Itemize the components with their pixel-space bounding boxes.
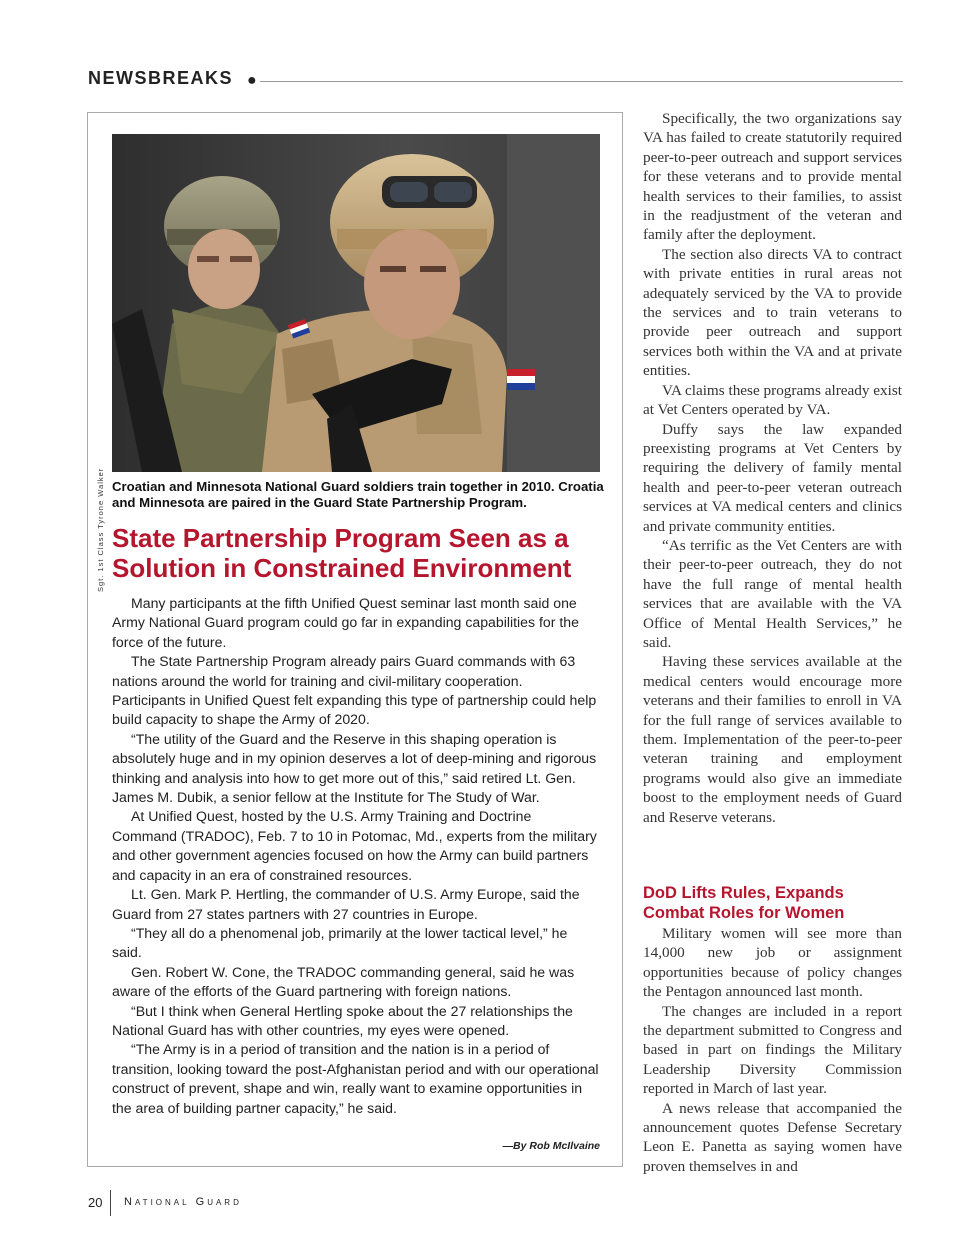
footer-divider (110, 1190, 111, 1216)
section-rule (260, 81, 903, 82)
article-paragraph: At Unified Quest, hosted by the U.S. Army Training and Doctrine Command (TRADOC), Feb. 7 to 10 in Potomac, Md., experts from the military and other government agencies focused on how the Army can build partners and capacity in an era of constrained resources. (112, 808, 597, 883)
soldiers-photo (112, 134, 600, 472)
article-paragraph: “They all do a phenomenal job, primarily at the lower tactical level,” he said. (112, 924, 568, 961)
article-paragraph: “But I think when General Hertling spoke about the 27 relationships the National Guard has with other countries, my eyes were opened. (112, 1002, 573, 1038)
column-paragraph: VA claims these programs already exist at Vet Centers operated by VA. (643, 381, 902, 419)
second-article-body (643, 924, 902, 1176)
column-paragraph: Having these services available at the medical centers would encourage more veterans and their families to enroll in VA for the full range of services available to them. Implementation of the peer-to-peer veteran training and employment programs would also give an immediate boost to the employment needs of Guard and Reserve veterans. (643, 653, 902, 826)
section-bullet: ● (247, 72, 257, 89)
column-paragraph: The changes are included in a report the department submitted to Congress and based in part on findings the Military Leadership Diversity Commission reported in March of last year. (643, 1002, 902, 1098)
article-paragraph: “The Army is in a period of transition and the nation is in a period of transition, looking toward the post-Afghanistan period and with our operational construct of prevent, shape and win, really want to examine opportunities in the area of building partner capacity,” he said. (112, 1041, 599, 1116)
article-paragraph: Gen. Robert W. Cone, the TRADOC commanding general, said he was aware of the efforts of the Guard partnering with foreign nations. (112, 963, 575, 1000)
column-paragraph: The section also directs VA to contract with private entities in rural areas not adequately serviced by the VA to provide the services and to train veterans to provide peer outreach and support services both within the VA and at private entities. (643, 245, 902, 380)
section-title: NEWSBREAKS (88, 68, 234, 88)
article-paragraph: Many participants at the fifth Unified Quest seminar last month said one Army National Guard program could go far in expanding capabilities for the force of the future. (112, 595, 579, 650)
continued-column (643, 109, 902, 827)
column-paragraph: “As terrific as the Vet Centers are with their peer-to-peer outreach, they do not have the full range of mental health services that are available with the VA Office of Mental Health Services,” he said. (643, 536, 902, 651)
photo-caption: Croatian and Minnesota National Guard soldiers train together in 2010. Croatia and Minnesota are paired in the Guard State Partnership Program. (112, 479, 604, 510)
column-paragraph: A news release that accompanied the announcement quotes Defense Secretary Leon E. Panetta as saying women have proven themselves in and (643, 1099, 902, 1175)
article-paragraph: Lt. Gen. Mark P. Hertling, the commander of U.S. Army Europe, said the Guard from 27 states partners with 27 countries in Europe. (112, 886, 580, 922)
publication-name: National Guard (124, 1196, 242, 1208)
column-paragraph: Military women will see more than 14,000 new job or assignment opportunities because of policy changes the Pentagon announced last month. (643, 925, 902, 1001)
article-headline: State Partnership Program Seen as a Solution in Constrained Environment (112, 523, 572, 583)
page-number: 20 (88, 1195, 103, 1210)
article-byline: —By Rob McIlvaine (502, 1140, 600, 1152)
second-article-headline: DoD Lifts Rules, Expands Combat Roles for Women (643, 884, 845, 922)
column-paragraph: Specifically, the two organizations say VA has failed to create statutorily required peer-to-peer outreach and support services for these veterans and to provide mental health services to their families, to assist in the readjustment of the veteran and family after the deployment. (643, 110, 902, 244)
soldiers-illustration (112, 134, 600, 472)
photo-credit: Sgt. 1st Class Tyrone Walker (96, 467, 105, 592)
article-paragraph: The State Partnership Program already pairs Guard commands with 63 nations around the world for training and civil-military cooperation. Participants in Unified Quest felt expanding this type of partnership could help build capacity to shape the Army of 2020. (112, 653, 597, 728)
section-header (88, 68, 903, 94)
article-body (112, 594, 600, 1118)
column-paragraph: Duffy says the law expanded preexisting programs at Vet Centers by requiring the delivery of family mental health and peer-to-peer veteran outreach services at VA medical centers and clinics and private community entities. (643, 420, 902, 535)
article-paragraph: “The utility of the Guard and the Reserve in this shaping operation is absolutely huge and in my opinion deserves a lot of deep-mining and rigorous thinking and analysis into how to get more out of this,” said retired Lt. Gen. James M. Dubik, a senior fellow at the Institute for The Study of War. (112, 730, 597, 806)
